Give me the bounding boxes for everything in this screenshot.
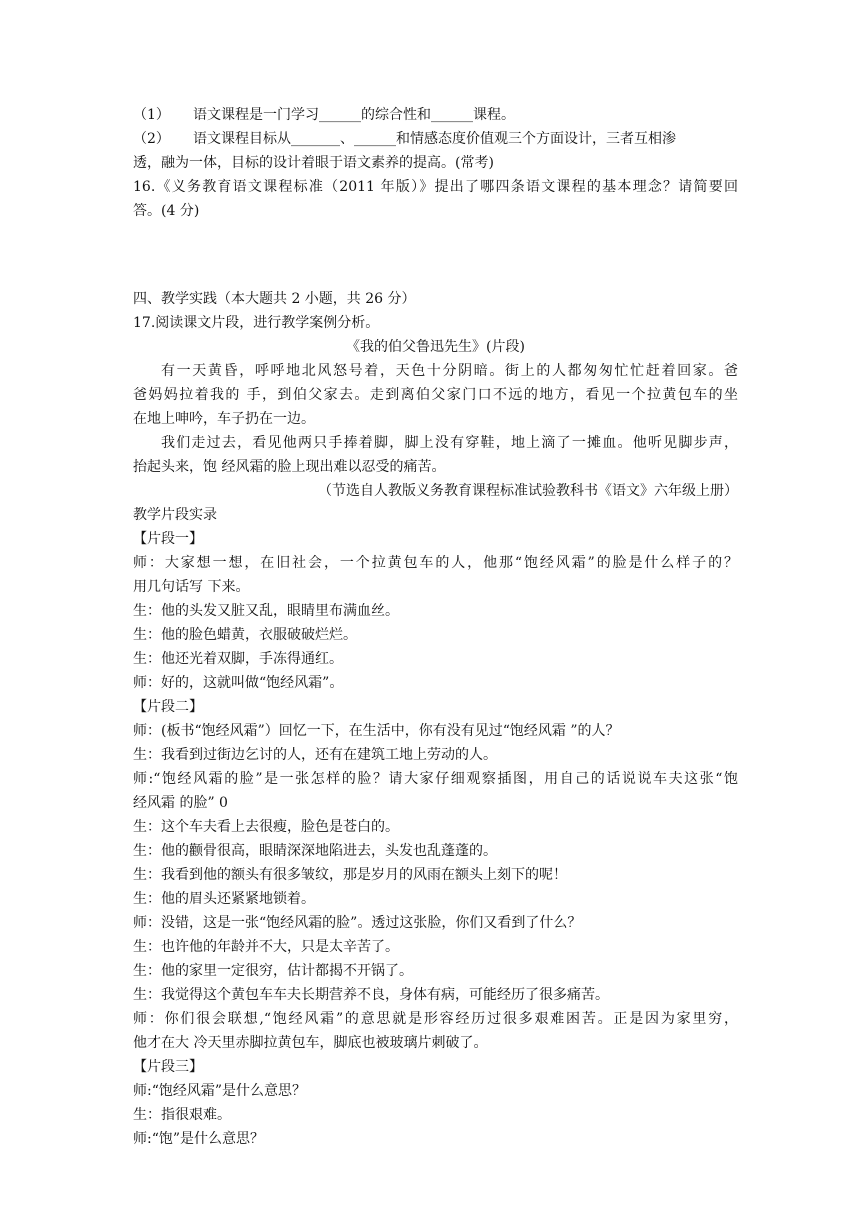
fill-item-2-continued: 透，融为一体，目标的设计着眼于语文素养的提高。(常考) <box>133 155 494 171</box>
dialogue-line: 生：他的脸色蜡黄，衣服破破烂烂。 <box>133 627 357 643</box>
dialogue-line: 师：没错，这是一张“饱经风霜的脸”。透过这张脸，你们又看到了什么？ <box>133 915 582 931</box>
dialogue-line: 生：也许他的年龄并不大，只是太辛苦了。 <box>133 939 399 955</box>
question-17: 17.阅读课文片段，进行教学案例分析。 <box>133 315 380 331</box>
item-number: （2） <box>133 131 170 147</box>
dialogue-line: 生：他的头发又脏又乱，眼睛里布满血丝。 <box>133 603 399 619</box>
segment-1-label: 【片段一】 <box>133 531 203 547</box>
passage-p1-line-3: 在地上呻吟，车子扔在一边。 <box>133 411 315 427</box>
passage-source: （节选自人教版义务教育课程标准试验教科书《语文》六年级上册） <box>318 483 738 499</box>
fill-item-1 <box>133 103 738 127</box>
dialogue-line: 师：你们很会联想,“饱经风霜”的意思就是形容经历过很多艰难困苦。正是因为家里穷， <box>133 1011 738 1027</box>
dialogue-line: 师:“饱经风霜的脸”是一张怎样的脸？请大家仔细观察插图，用自己的话说说车夫这张“饱 <box>133 771 738 787</box>
dialogue-line: 生：我觉得这个黄包车车夫长期营养不良，身体有病，可能经历了很多痛苦。 <box>133 987 609 1003</box>
segment-2-label: 【片段二】 <box>133 699 203 715</box>
passage-p1-line-1: 有一天黄昏，呼呼地北风怒号着，天色十分阴暗。街上的人都匆匆忙忙赶着回家。爸 <box>161 363 738 379</box>
fill-item-2 <box>133 127 738 151</box>
dialogue-line: 师:“饱”是什么意思？ <box>133 1131 265 1147</box>
dialogue-line: 师：好的，这就叫做“饱经风霜”。 <box>133 675 344 691</box>
dialogue-line: 生：他的颧骨很高，眼睛深深地陷进去，头发也乱蓬蓬的。 <box>133 843 497 859</box>
section-heading: 四、教学实践（本大题共 2 小题，共 26 分） <box>133 291 416 307</box>
dialogue-line: 师:“饱经风霜”是什么意思？ <box>133 1083 307 1099</box>
passage-p2-line-2: 抬起头来，饱 经风霜的脸上现出难以忍受的痛苦。 <box>133 459 446 475</box>
dialogue-line: 生：他的家里一定很穷，估计都揭不开锅了。 <box>133 963 413 979</box>
passage-p2-line-1: 我们走过去，看见他两只手捧着脚，脚上没有穿鞋，地上滴了一摊血。他听见脚步声， <box>161 435 738 451</box>
dialogue-line: 他才在大 冷天里赤脚拉黄包车，脚底也被玻璃片刺破了。 <box>133 1035 488 1051</box>
dialogue-line: 生：我看到过街边乞讨的人，还有在建筑工地上劳动的人。 <box>133 747 497 763</box>
record-heading: 教学片段实录 <box>133 507 217 523</box>
dialogue-line: 师：大家想一想，在旧社会，一个拉黄包车的人，他那“饱经风霜”的脸是什么样子的？ <box>133 555 738 571</box>
item-text: 语文课程目标从_______、______和情感态度价值观三个方面设计，三者互相渗 <box>193 131 676 147</box>
passage-p1-line-2: 爸妈妈拉着我的 手，到伯父家去。走到离伯父家门口不远的地方，看见一个拉黄包车的坐 <box>133 387 738 403</box>
dialogue-line: 生：我看到他的额头有很多皱纹，那是岁月的风雨在额头上刻下的呢！ <box>133 867 567 883</box>
dialogue-line: 用几句话写 下来。 <box>133 579 250 595</box>
dialogue-line: 生：这个车夫看上去很瘦，脸色是苍白的。 <box>133 819 399 835</box>
dialogue-line: 生：他的眉头还紧紧地锁着。 <box>133 891 315 907</box>
item-number: （1） <box>133 107 170 123</box>
dialogue-line: 经风霜 的脸” 0 <box>133 795 228 811</box>
dialogue-line: 生：指很艰难。 <box>133 1107 231 1123</box>
segment-3-label: 【片段三】 <box>133 1059 203 1075</box>
item-text: 语文课程是一门学习______的综合性和______课程。 <box>193 107 515 123</box>
question-16-line-2: 答。(4 分) <box>133 203 200 219</box>
dialogue-line: 生：他还光着双脚，手冻得通红。 <box>133 651 343 667</box>
question-16-line-1: 16.《义务教育语文课程标准（2011 年版）》提出了哪四条语文课程的基本理念？请简要回 <box>133 179 738 195</box>
dialogue-line: 师：(板书“饱经风霜”）回忆一下，在生活中，你有没有见过“饱经风霜 ”的人？ <box>133 723 620 739</box>
passage-title: 《我的伯父鲁迅先生》(片段) <box>346 339 525 355</box>
